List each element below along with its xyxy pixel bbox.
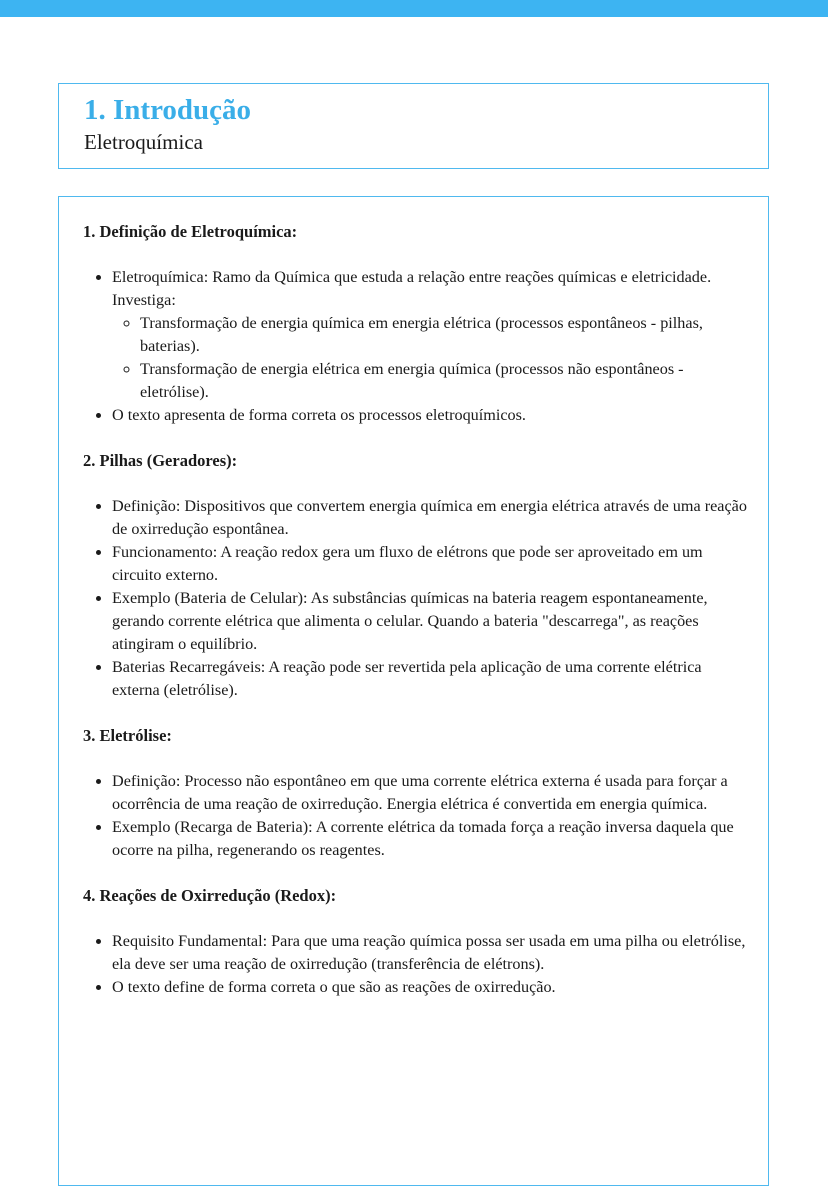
list-item: • Baterias Recarregáveis: A reação pode ser revertida pela aplicação de uma corrente elétrica externa (eletrólise). — [112, 656, 748, 702]
sub-list-item: ◦ Transformação de energia química em energia elétrica (processos espontâneos - pilhas, baterias). — [140, 312, 748, 358]
top-accent-bar — [0, 0, 828, 17]
list-item-text: Eletroquímica: Ramo da Química que estuda a relação entre reações químicas e eletricidade. Investiga: — [112, 268, 712, 309]
content-box — [58, 196, 769, 1186]
section-list-definicao — [83, 266, 748, 427]
list-item: • Exemplo (Recarga de Bateria): A corrente elétrica da tomada força a reação inversa daquela que ocorre na pilha, regenerando os reagentes. — [112, 816, 748, 862]
list-item: • Definição: Processo não espontâneo em que uma corrente elétrica externa é usada para forçar a ocorrência de uma reação de oxirredução. Energia elétrica é convertida em energia química. — [112, 770, 748, 816]
section-heading-pilhas: 2. Pilhas (Geradores): — [83, 451, 238, 470]
list-item — [112, 266, 748, 404]
list-item: • O texto define de forma correta o que são as reações de oxirredução. — [112, 976, 748, 999]
list-item: • Exemplo (Bateria de Celular): As substâncias químicas na bateria reagem espontaneamente, gerando corrente elétrica que alimenta o celular. Quando a bateria "descarrega", as reações atingiram o equilíbrio. — [112, 587, 748, 656]
section-list-redox — [83, 930, 748, 999]
list-item: • Funcionamento: A reação redox gera um fluxo de elétrons que pode ser aproveitado em um circuito externo. — [112, 541, 748, 587]
section-list-pilhas — [83, 495, 748, 702]
list-item: • O texto apresenta de forma correta os processos eletroquímicos. — [112, 404, 748, 427]
sub-list — [112, 312, 748, 404]
list-item: • Requisito Fundamental: Para que uma reação química possa ser usada em uma pilha ou eletrólise, ela deve ser uma reação de oxirredução (transferência de elétrons). — [112, 930, 748, 976]
section-heading-redox: 4. Reações de Oxirredução (Redox): — [83, 886, 337, 905]
page-title: 1. Introdução — [84, 94, 252, 126]
section-list-eletrolise — [83, 770, 748, 862]
sub-list-item: ◦ Transformação de energia elétrica em energia química (processos não espontâneos - eletrólise). — [140, 358, 748, 404]
page-subtitle: Eletroquímica — [84, 130, 203, 154]
title-box — [58, 83, 769, 169]
section-heading-definicao: 1. Definição de Eletroquímica: — [83, 222, 298, 241]
section-heading-eletrolise: 3. Eletrólise: — [83, 726, 172, 745]
list-item: • Definição: Dispositivos que convertem energia química em energia elétrica através de uma reação de oxirredução espontânea. — [112, 495, 748, 541]
